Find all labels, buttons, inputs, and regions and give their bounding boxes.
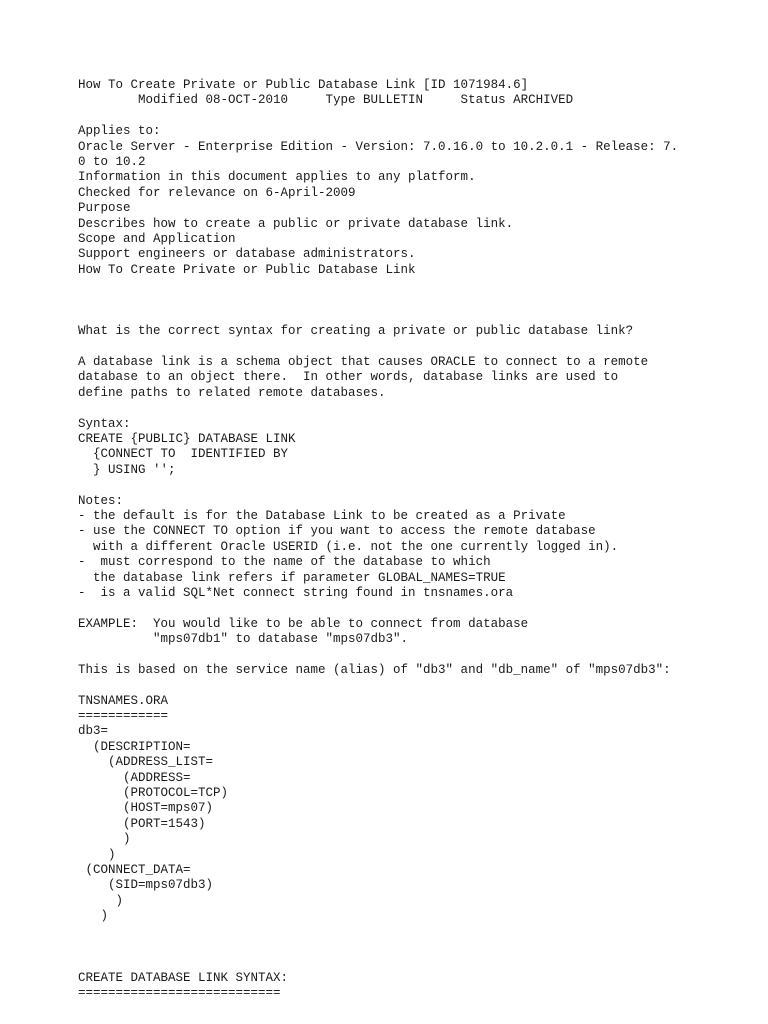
text-line: - the default is for the Database Link to be created as a Private <box>78 508 566 523</box>
text-line: (PROTOCOL=TCP) <box>78 785 229 800</box>
text-line: - use the CONNECT TO option if you want to access the remote database <box>78 524 596 539</box>
text-line: "mps07db1" to database "mps07db3". <box>78 632 409 647</box>
text-line: Support engineers or database administrators. <box>78 247 416 262</box>
text-line: with a different Oracle USERID (i.e. not the one currently logged in). <box>78 539 619 554</box>
blank-line <box>78 401 758 416</box>
text-line: How To Create Private or Public Database Link <box>78 262 416 277</box>
blank-line <box>78 924 758 939</box>
text-line: (SID=mps07db3) <box>78 878 214 893</box>
text-line: Notes: <box>78 493 124 508</box>
text-line: ============ <box>78 709 169 724</box>
text-line: ) <box>78 909 109 924</box>
text-line: 0 to 10.2 <box>78 154 146 169</box>
text-line: database to an object there. In other words, database links are used to <box>78 370 619 385</box>
text-line: TNSNAMES.ORA <box>78 693 169 708</box>
blank-line <box>78 293 758 308</box>
text-line: CREATE {PUBLIC} DATABASE LINK <box>78 431 296 446</box>
text-line: Oracle Server - Enterprise Edition - Version: 7.0.16.0 to 10.2.0.1 - Release: 7. <box>78 139 679 154</box>
blank-line <box>78 601 758 616</box>
blank-line <box>78 955 758 970</box>
text-line: Modified 08-OCT-2010 Type BULLETIN Status ARCHIVED <box>78 93 574 108</box>
text-line: the database link refers if parameter GLOBAL_NAMES=TRUE <box>78 570 506 585</box>
blank-line <box>78 940 758 955</box>
blank-line <box>78 309 758 324</box>
text-line: (DESCRIPTION= <box>78 739 191 754</box>
text-line: EXAMPLE: You would like to be able to connect from database <box>78 616 529 631</box>
text-line: (CONNECT_DATA= <box>78 862 191 877</box>
text-line: define paths to related remote databases. <box>78 385 386 400</box>
text-line: ) <box>78 847 116 862</box>
text-line: Syntax: <box>78 416 131 431</box>
text-line: {CONNECT TO IDENTIFIED BY <box>78 447 289 462</box>
text-line: (ADDRESS= <box>78 770 191 785</box>
text-line: Scope and Application <box>78 231 236 246</box>
blank-line <box>78 647 758 662</box>
text-line: Applies to: <box>78 124 161 139</box>
text-line: ) <box>78 832 131 847</box>
text-line: What is the correct syntax for creating a private or public database link? <box>78 324 634 339</box>
text-line: - must correspond to the name of the database to which <box>78 555 491 570</box>
blank-line <box>78 478 758 493</box>
text-line: } USING ''; <box>78 462 176 477</box>
text-line: - is a valid SQL*Net connect string found in tnsnames.ora <box>78 585 514 600</box>
text-line: Information in this document applies to any platform. <box>78 170 476 185</box>
text-line: CREATE DATABASE LINK SYNTAX: <box>78 970 289 985</box>
text-line: Purpose <box>78 201 131 216</box>
text-line: (PORT=1543) <box>78 816 206 831</box>
text-line: Describes how to create a public or private database link. <box>78 216 514 231</box>
text-line: A database link is a schema object that causes ORACLE to connect to a remote <box>78 355 649 370</box>
blank-line <box>78 340 758 355</box>
text-line: (ADDRESS_LIST= <box>78 755 214 770</box>
text-line: (HOST=mps07) <box>78 801 214 816</box>
text-line: =========================== <box>78 986 281 1001</box>
text-line: ) <box>78 893 124 908</box>
blank-line <box>78 278 758 293</box>
text-line: How To Create Private or Public Database Link [ID 1071984.6] <box>78 78 529 92</box>
text-line: Checked for relevance on 6-April-2009 <box>78 185 356 200</box>
text-line: db3= <box>78 724 109 739</box>
document-text <box>78 78 758 1001</box>
blank-line <box>78 678 758 693</box>
blank-line <box>78 109 758 124</box>
text-line: This is based on the service name (alias) of "db3" and "db_name" of "mps07db3": <box>78 662 671 677</box>
